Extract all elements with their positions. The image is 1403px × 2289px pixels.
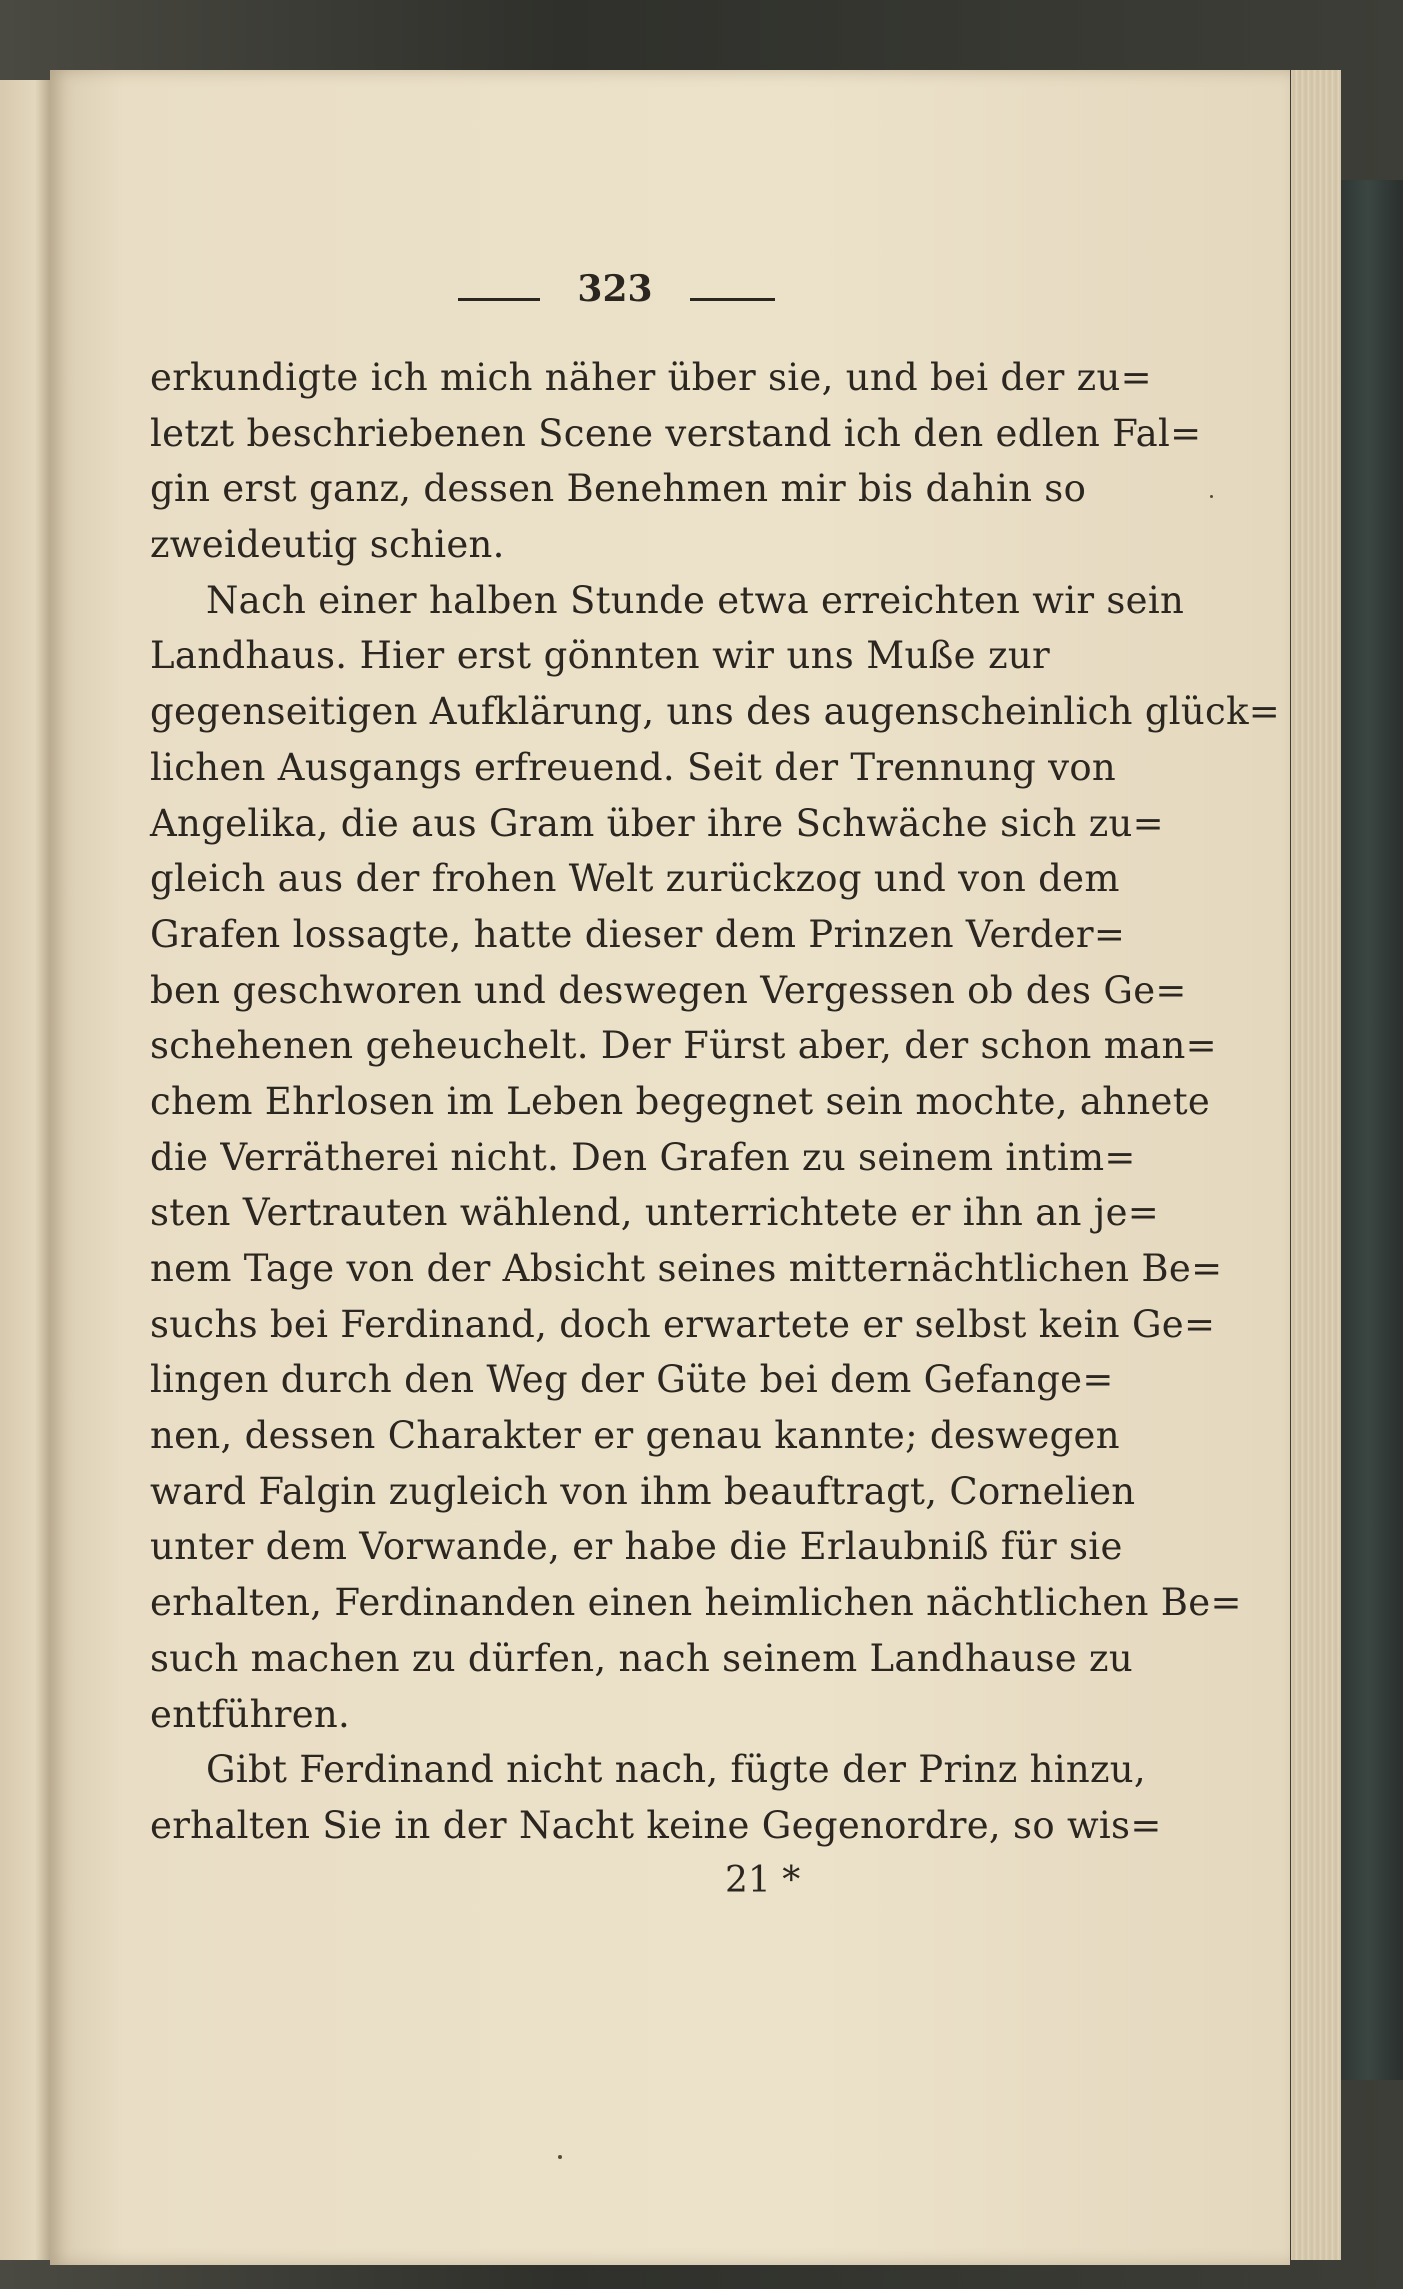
book-binding-right (1333, 180, 1403, 2080)
text-line: chem Ehrlosen im Leben begegnet sein mochte, ahnete (150, 1079, 1211, 1123)
text-line: Angelika, die aus Gram über ihre Schwäche sich zu= (150, 801, 1164, 845)
text-line: entführen. (150, 1692, 351, 1736)
text-line: lichen Ausgangs erfreuend. Seit der Trennung von (150, 745, 1117, 789)
facing-page-edge (0, 80, 50, 2260)
text-line: die Verrätherei nicht. Den Grafen zu seinem intim= (150, 1135, 1136, 1179)
text-line: suchs bei Ferdinand, doch erwartete er selbst kein Ge= (150, 1302, 1216, 1346)
text-line: schehenen geheuchelt. Der Fürst aber, der schon man= (150, 1024, 1217, 1068)
text-line: Nach einer halben Stunde etwa erreichten wir sein (206, 578, 1185, 622)
text-line: lingen durch den Weg der Güte bei dem Gefange= (150, 1358, 1114, 1402)
text-line: gegenseitigen Aufklärung, uns des augenscheinlich glück= (150, 690, 1281, 734)
body-text (150, 350, 1281, 1854)
header-rule-left (458, 298, 540, 301)
printer-signature-mark: 21 * (725, 1860, 801, 1901)
text-line: gleich aus der frohen Welt zurückzog und von dem (150, 857, 1120, 901)
text-line: nen, dessen Charakter er genau kannte; deswegen (150, 1414, 1120, 1458)
text-line: such machen zu dürfen, nach seinem Landhause zu (150, 1636, 1133, 1680)
page-edge-stack (1291, 70, 1341, 2260)
text-line: ward Falgin zugleich von ihm beauftragt, Cornelien (150, 1469, 1136, 1513)
text-line: Landhaus. Hier erst gönnten wir uns Muße zur (150, 634, 1050, 678)
text-line: Grafen lossagte, hatte dieser dem Prinzen Verder= (150, 912, 1126, 956)
page-number: 323 (577, 268, 653, 310)
text-line: erhalten Sie in der Nacht keine Gegenordre, so wis= (150, 1803, 1162, 1847)
text-line: erhalten, Ferdinanden einen heimlichen nächtlichen Be= (150, 1581, 1242, 1625)
text-line: nem Tage von der Absicht seines mitternächtlichen Be= (150, 1247, 1223, 1290)
header-rule-right (690, 298, 775, 301)
text-line: gin erst ganz, dessen Benehmen mir bis dahin so (150, 467, 1087, 511)
text-line: zweideutig schien. (150, 523, 505, 567)
text-line: Gibt Ferdinand nicht nach, fügte der Prinz hinzu, (206, 1748, 1146, 1792)
paper-speck (558, 2155, 562, 2159)
text-line: ben geschworen und deswegen Vergessen ob des Ge= (150, 968, 1187, 1012)
paper-speck (1210, 495, 1213, 498)
text-line: sten Vertrauten wählend, unterrichtete er ihn an je= (150, 1191, 1160, 1235)
text-line: unter dem Vorwande, er habe die Erlaubniß für sie (150, 1525, 1123, 1569)
text-line: erkundigte ich mich näher über sie, und bei der zu= (150, 356, 1152, 399)
text-line: letzt beschriebenen Scene verstand ich den edlen Fal= (150, 411, 1202, 455)
